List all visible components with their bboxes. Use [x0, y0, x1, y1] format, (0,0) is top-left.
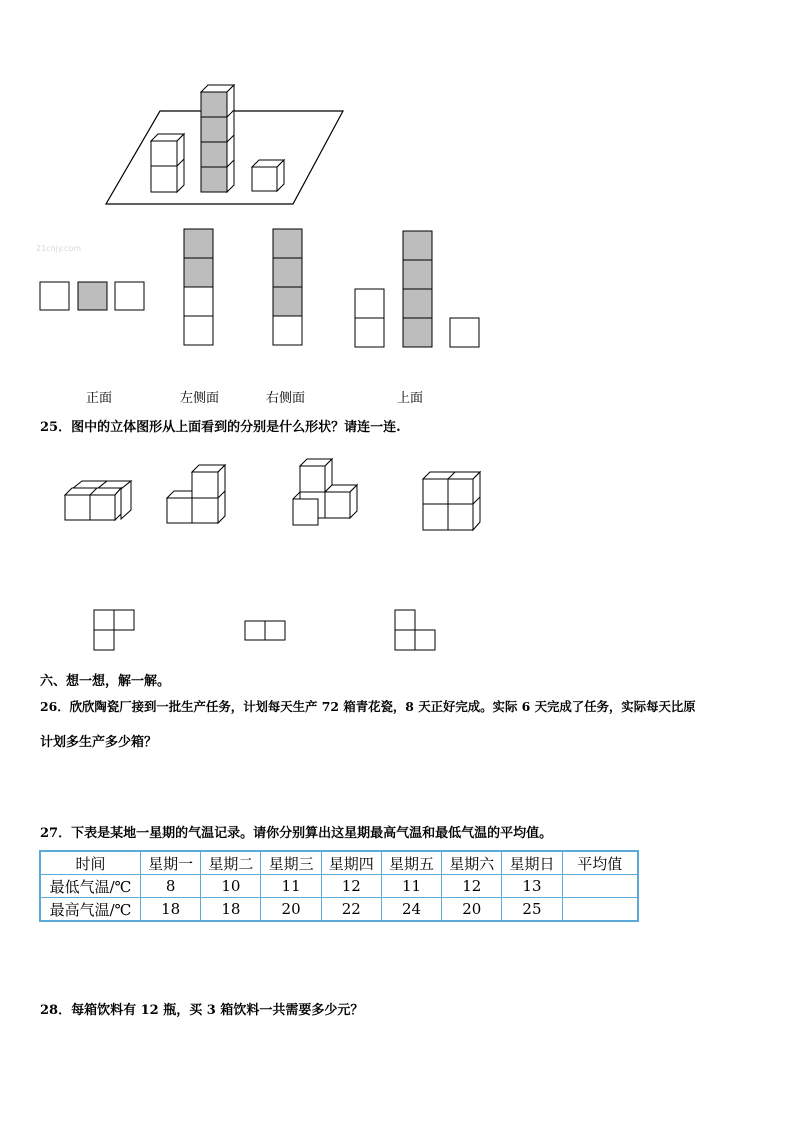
table-header: 时间: [40, 851, 141, 875]
table-header: 平均值: [562, 851, 638, 875]
table-cell: 最低气温/℃: [40, 875, 141, 898]
table-cell: 11: [381, 875, 441, 898]
table-row: [40, 898, 638, 922]
question-27: 27．下表是某地一星期的气温记录。请你分别算出这星期最高气温和最低气温的平均值。: [40, 826, 553, 841]
table-row: [40, 875, 638, 898]
view-label-front: 正面: [86, 391, 113, 406]
solid-figure-2: [167, 465, 225, 523]
view-label-left: 左侧面: [180, 391, 220, 406]
table-header: 星期四: [321, 851, 381, 875]
table-cell: 8: [141, 875, 201, 898]
table-header: 星期五: [381, 851, 441, 875]
table-header: 星期日: [502, 851, 562, 875]
section-6-title: 六、想一想，解一解。: [40, 674, 171, 689]
view-label-top: 上面: [397, 391, 424, 406]
table-header: 星期六: [442, 851, 502, 875]
solid-figure-1: [65, 481, 131, 520]
table-cell: 18: [141, 898, 201, 922]
table-cell: 20: [261, 898, 321, 922]
question-28: 28．每箱饮料有 12 瓶，买 3 箱饮料一共需要多少元？: [40, 1003, 364, 1018]
table-cell: 25: [502, 898, 562, 922]
table-cell: 12: [442, 875, 502, 898]
table-cell: 24: [381, 898, 441, 922]
table-header: 星期二: [201, 851, 261, 875]
question-26-line1: 26．欣欣陶瓷厂接到一批生产任务，计划每天生产 72 箱青花瓷，8 天正好完成。实际 6 天完成了任务，实际每天比原: [40, 699, 696, 714]
temperature-table: [39, 850, 639, 922]
table-cell: 18: [201, 898, 261, 922]
table-header: 星期一: [141, 851, 201, 875]
table-cell: 11: [261, 875, 321, 898]
table-cell: 10: [201, 875, 261, 898]
table-cell: 13: [502, 875, 562, 898]
top-view-shape-1: [94, 610, 134, 650]
watermark: 21cnjy.com: [36, 244, 82, 253]
solid-figure-4: [423, 472, 480, 530]
table-header: 星期三: [261, 851, 321, 875]
question-26-line2: 计划多生产多少箱？: [40, 735, 158, 750]
table-cell: 12: [321, 875, 381, 898]
solid-figure-3: [293, 459, 357, 525]
table-cell-average[interactable]: [562, 898, 638, 922]
table-cell-average[interactable]: [562, 875, 638, 898]
view-label-right: 右侧面: [266, 391, 306, 406]
table-cell: 22: [321, 898, 381, 922]
table-cell: 最高气温/℃: [40, 898, 141, 922]
top-view-shape-3: [395, 610, 435, 650]
table-cell: 20: [442, 898, 502, 922]
table-header-row: [40, 851, 638, 875]
question-25: 25．图中的立体图形从上面看到的分别是什么形状？请连一连.: [40, 420, 401, 435]
top-view-shape-2: [245, 621, 285, 640]
